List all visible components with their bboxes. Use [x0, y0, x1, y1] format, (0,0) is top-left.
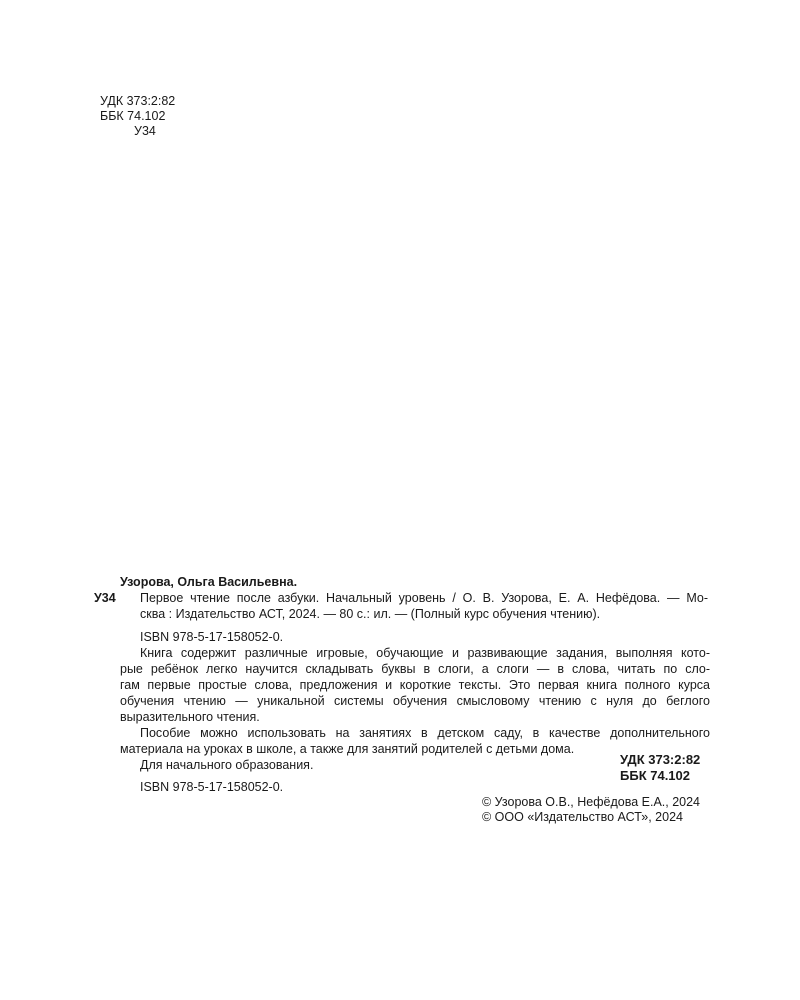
annotation-line: рые ребёнок легко научится складывать буквы в слоги, а слоги — в слова, читать по сло-	[120, 662, 710, 676]
annotation-line: Пособие можно использовать на занятиях в детском саду, в качестве дополнительного	[140, 726, 710, 740]
bottom-bbk-code: ББК 74.102	[620, 768, 690, 783]
annotation-line: Для начального образования.	[140, 758, 314, 772]
author-mark: У34	[94, 591, 116, 605]
bottom-udk-code: УДК 373:2:82	[620, 752, 701, 767]
biblio-line: Первое чтение после азбуки. Начальный уровень / О. В. Узорова, Е. А. Нефёдова. — Мо-	[140, 591, 708, 605]
author-name: Узорова, Ольга Васильевна.	[120, 575, 298, 589]
author-mark-code: У34	[134, 124, 156, 138]
isbn: ISBN 978-5-17-158052-0.	[140, 630, 284, 644]
bottom-classification-codes	[620, 752, 700, 784]
bbk-code: ББК 74.102	[100, 109, 166, 123]
isbn-repeat: ISBN 978-5-17-158052-0.	[140, 780, 284, 794]
annotation-line: Книга содержит различные игровые, обучающие и развивающие задания, выполняя кото-	[140, 646, 710, 660]
udk-code: УДК 373:2:82	[100, 94, 176, 108]
biblio-line: сква : Издательство АСТ, 2024. — 80 с.: ил. — (Полный курс обучения чтению).	[140, 607, 601, 621]
copyright-block	[482, 794, 700, 824]
annotation-line: материала на уроках в школе, а также для занятий родителей с детьми дома.	[120, 742, 575, 756]
bibliographic-description	[140, 590, 708, 622]
classification-codes	[100, 94, 175, 139]
annotation-line: обучения чтению — уникальной системы обучения смысловому чтению с нуля до беглого	[120, 694, 710, 708]
copyright-authors: © Узорова О.В., Нефёдова Е.А., 2024	[482, 795, 701, 809]
copyright-publisher: © ООО «Издательство АСТ», 2024	[482, 810, 683, 824]
annotation-line: выразительного чтения.	[120, 710, 260, 724]
annotation-line: гам первые простые слова, предложения и короткие тексты. Это первая книга полного курса	[120, 678, 710, 692]
